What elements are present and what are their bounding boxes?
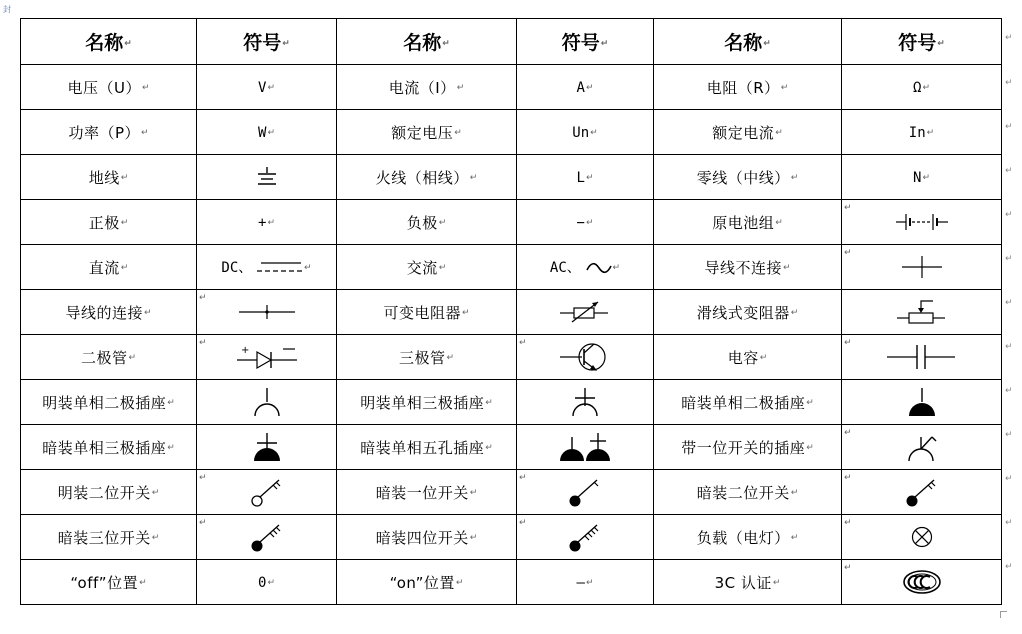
symbol-cell xyxy=(517,380,654,425)
symbol-cell: ↵ xyxy=(197,515,337,560)
symbol-cell: L↵ xyxy=(517,155,654,200)
name-cell: 暗装单相二极插座↵ xyxy=(654,380,842,425)
svg-text:+: + xyxy=(240,345,249,356)
row-end-mark: ↵ xyxy=(1005,254,1013,264)
ground-icon xyxy=(255,165,279,189)
table-row xyxy=(21,335,1002,380)
table-row xyxy=(21,65,1002,110)
symbol-cell: ↵ xyxy=(842,515,1002,560)
symbol-cell: ↵ xyxy=(197,290,337,335)
symbol-cell: +↵ xyxy=(197,200,337,245)
symbol-cell: ↵ xyxy=(842,335,1002,380)
name-cell: 负极↵ xyxy=(337,200,517,245)
row-end-mark: ↵ xyxy=(1005,518,1013,528)
symbol-cell: AC、 ↵ xyxy=(517,245,654,290)
flush-2pin-socket-icon xyxy=(907,386,937,418)
symbol-cell xyxy=(197,155,337,200)
table-row xyxy=(21,290,1002,335)
capacitor-icon xyxy=(887,343,957,371)
name-cell: 地线↵ xyxy=(21,155,197,200)
symbol-cell: In↵ xyxy=(842,110,1002,155)
symbol-cell: A↵ xyxy=(517,65,654,110)
socket-with-switch-icon xyxy=(906,431,938,463)
name-cell: 交流↵ xyxy=(337,245,517,290)
wire-junction-icon xyxy=(239,302,295,322)
name-cell: 额定电流↵ xyxy=(654,110,842,155)
name-cell: 直流↵ xyxy=(21,245,197,290)
header-name-3: 名称↵ xyxy=(654,19,842,65)
symbol-cell: N↵ xyxy=(842,155,1002,200)
table-row xyxy=(21,560,1002,605)
name-cell: 明装二位开关↵ xyxy=(21,470,197,515)
flush-5hole-socket-icon xyxy=(559,431,611,463)
symbol-cell: ↵ xyxy=(842,245,1002,290)
surface-3pin-socket-icon xyxy=(570,386,600,418)
symbol-cell: W↵ xyxy=(197,110,337,155)
row-end-mark: ↵ xyxy=(1005,122,1013,132)
surface-2way-switch-icon xyxy=(249,476,285,508)
diode-icon xyxy=(235,344,299,370)
symbol-cell: ↵ xyxy=(842,470,1002,515)
symbol-cell: ↵ xyxy=(197,470,337,515)
name-cell: 二极管↵ xyxy=(21,335,197,380)
name-cell: 电阻（R）↵ xyxy=(654,65,842,110)
header-symbol-3: 符号↵ xyxy=(842,19,1002,65)
row-end-mark: ↵ xyxy=(1005,33,1013,43)
battery-pack-icon xyxy=(896,210,948,234)
name-cell: 原电池组↵ xyxy=(654,200,842,245)
surface-2pin-socket-icon xyxy=(252,386,282,418)
name-cell: 电压（U）↵ xyxy=(21,65,197,110)
name-cell: 暗装单相五孔插座↵ xyxy=(337,425,517,470)
flush-3pin-socket-icon xyxy=(252,431,282,463)
row-end-mark: ↵ xyxy=(1005,78,1013,88)
table-corner-marker xyxy=(1000,611,1007,618)
symbol-cell: ↵ xyxy=(842,560,1002,605)
ac-wave-icon xyxy=(586,261,612,275)
symbol-cell: Un↵ xyxy=(517,110,654,155)
name-cell: 负载（电灯）↵ xyxy=(654,515,842,560)
header-name-1: 名称↵ xyxy=(21,19,197,65)
name-cell: 滑线式变阻器↵ xyxy=(654,290,842,335)
name-cell: 可变电阻器↵ xyxy=(337,290,517,335)
name-cell: 导线的连接↵ xyxy=(21,290,197,335)
page-marker: 封 xyxy=(3,5,11,14)
rheostat-icon xyxy=(897,297,947,327)
symbol-cell: ↵ xyxy=(517,515,654,560)
name-cell: 3C 认证↵ xyxy=(654,560,842,605)
table-row xyxy=(21,470,1002,515)
symbol-cell: V↵ xyxy=(197,65,337,110)
flush-4way-switch-icon xyxy=(567,521,603,553)
symbol-cell: DC、 ↵ xyxy=(197,245,337,290)
name-cell: 电流（I）↵ xyxy=(337,65,517,110)
table-row xyxy=(21,515,1002,560)
symbol-cell: ↵ xyxy=(517,470,654,515)
row-end-mark: ↵ xyxy=(1005,210,1013,220)
symbol-cell: −↵ xyxy=(517,200,654,245)
symbol-cell xyxy=(517,290,654,335)
row-end-mark: ↵ xyxy=(1005,298,1013,308)
table-row xyxy=(21,155,1002,200)
wires-crossing-icon xyxy=(902,255,942,279)
symbol-cell xyxy=(842,290,1002,335)
flush-1way-switch-icon xyxy=(567,476,603,508)
table-row xyxy=(21,380,1002,425)
table-row xyxy=(21,200,1002,245)
electrical-symbol-table xyxy=(20,18,1002,605)
name-cell: 火线（相线）↵ xyxy=(337,155,517,200)
row-end-mark: ↵ xyxy=(1005,562,1013,572)
table-header-row xyxy=(21,19,1002,65)
symbol-cell: Ω↵ xyxy=(842,65,1002,110)
symbol-cell xyxy=(197,380,337,425)
name-cell: 暗装四位开关↵ xyxy=(337,515,517,560)
name-cell: “off”位置↵ xyxy=(21,560,197,605)
name-cell: 电容↵ xyxy=(654,335,842,380)
table-row xyxy=(21,425,1002,470)
symbol-cell: ↵ + xyxy=(197,335,337,380)
name-cell: 三极管↵ xyxy=(337,335,517,380)
row-end-mark: ↵ xyxy=(1005,342,1013,352)
name-cell: 暗装三位开关↵ xyxy=(21,515,197,560)
header-symbol-2: 符号↵ xyxy=(517,19,654,65)
ccc-certification-icon xyxy=(902,569,942,595)
name-cell: 带一位开关的插座↵ xyxy=(654,425,842,470)
name-cell: 零线（中线）↵ xyxy=(654,155,842,200)
symbol-cell: ↵ xyxy=(842,425,1002,470)
lamp-load-icon xyxy=(910,525,934,549)
header-name-2: 名称↵ xyxy=(337,19,517,65)
table-row xyxy=(21,245,1002,290)
transistor-icon xyxy=(560,340,610,374)
symbol-cell xyxy=(517,425,654,470)
symbol-cell: ↵ xyxy=(517,335,654,380)
name-cell: 明装单相三极插座↵ xyxy=(337,380,517,425)
symbol-cell: ↵ xyxy=(842,200,1002,245)
table-row xyxy=(21,110,1002,155)
name-cell: 暗装二位开关↵ xyxy=(654,470,842,515)
header-symbol-1: 符号↵ xyxy=(197,19,337,65)
name-cell: 暗装单相三极插座↵ xyxy=(21,425,197,470)
symbol-cell xyxy=(197,425,337,470)
name-cell: 明装单相二极插座↵ xyxy=(21,380,197,425)
flush-2way-switch-icon xyxy=(904,476,940,508)
name-cell: 正极↵ xyxy=(21,200,197,245)
name-cell: 暗装一位开关↵ xyxy=(337,470,517,515)
symbol-cell: —↵ xyxy=(517,560,654,605)
symbol-cell: 0↵ xyxy=(197,560,337,605)
name-cell: “on”位置↵ xyxy=(337,560,517,605)
name-cell: 导线不连接↵ xyxy=(654,245,842,290)
name-cell: 额定电压↵ xyxy=(337,110,517,155)
row-end-mark: ↵ xyxy=(1005,166,1013,176)
row-end-mark: ↵ xyxy=(1005,430,1013,440)
variable-resistor-icon xyxy=(560,298,610,326)
row-end-mark: ↵ xyxy=(1005,386,1013,396)
row-end-mark: ↵ xyxy=(1005,474,1013,484)
flush-3way-switch-icon xyxy=(249,521,285,553)
dc-symbol-icon xyxy=(257,259,303,277)
name-cell: 功率（P）↵ xyxy=(21,110,197,155)
symbol-cell xyxy=(842,380,1002,425)
